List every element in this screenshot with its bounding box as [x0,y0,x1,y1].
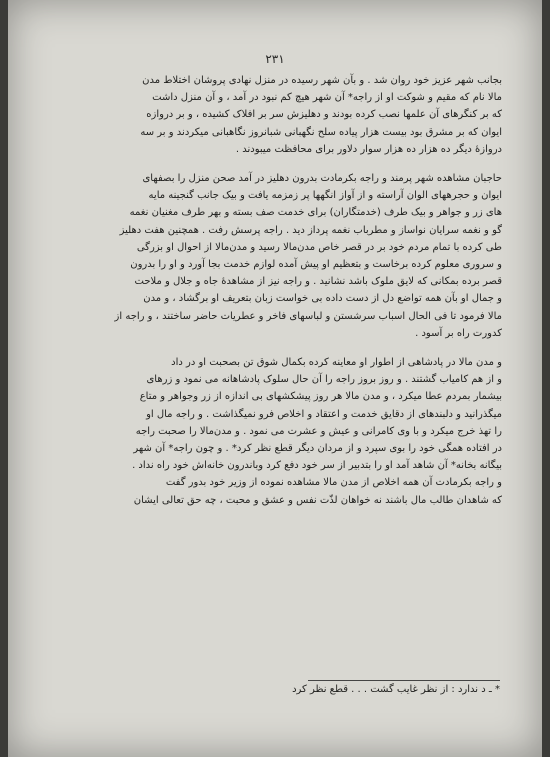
text-line: های زر و جواهر و بیک طرف (خدمتگاران) برای خدمت صف بسته و بهر طرف مغنیان نغمه [129,207,502,219]
text-line: ایوان که بر مشرق بود بیست هزار پیاده سلح نگهبانی شبانروز نگاهبانی میکردند و بر سه [140,126,502,138]
text-line: مالا فرمود تا فی الحال اسباب سرشستن و لباسهای فاخر و عطریات حاضر ساختند ، و راجه از [114,310,502,322]
text-line: و از هم کامیاب گشتند . و روز بروز راجه را آن حال سلوک پادشاهانه می نمود و زرهای [146,374,502,386]
text-line: و جمال او بآن همه تواضع دل از دست داده بی خواست زبان بتعریف او برگشاد ، و مدن [143,293,502,305]
text-line: کدورت راه بر آسود . [415,327,502,339]
text-line: ایوان و حجرههای الوان آراسته و از آواز انگهها پر زمزمه یافت و بیک جانب گنجینه مایه [148,190,502,202]
text-line: گو و نغمه سرایان نواساز و مطرباب نغمه پرداز دید . راجه پرسش رفت . همچنین هفت دهلیز [119,224,502,236]
text-line: حاجبان مشاهده شهر پرمند و راجه بکرمادت بدرون دهلیز در آمد صحن منزل را بصفهای [142,173,502,185]
text-line: که بر کنگرهای آن علمها نصب کرده بودند و دهلیزش سر بر افلاک کشیده ، و بر دروازه [146,109,502,121]
paragraph-1 [70,72,502,158]
body-text [70,72,502,521]
page-number: ۲۳۱ [265,52,285,66]
text-line: و سروری معلوم کرده برخاست و بتعظیم او پیش آمده لوازم خدمت بجا آورد و او را بدرون [130,259,502,271]
text-line: را تهذ خرج میکرد و با وی کامرانی و عیش و عشرت می نمود . و مدن‌مالا را صحبت راجه [135,425,502,437]
text-line: قصر برده بمکانی که لایق ملوک باشد نشانید . و راجه نیز از مشاهدهٔ جاه و جلال و ملاحت [134,276,502,288]
footnote-divider [308,680,500,681]
paragraph-3 [70,354,502,509]
book-page [8,0,542,757]
text-line: و مدن مالا در پادشاهی از اطوار او معاینه کرده بکمال شوق تن بصحبت او در داد [171,357,502,369]
text-line: طی کرده با تمام مردم خود بر در قصر خاص مدن‌مالا رسید و مدن‌مالا از احوال او بزرگی [136,241,502,253]
text-line: در افتاده همگی خود را بوی سپرد و از مردان دیگر قطع نظر کرد* . و چون راجه* آن شهر [133,443,502,455]
text-line: مالا نام که مقیم و شوکت او از راجه* آن شهر هیچ کم نبود در آمد ، و آن منزل داشت [152,92,502,104]
text-line: دروازهٔ دیگر ده هزار ده هزار سوار دلاور برای محافظت میبودند . [235,143,502,155]
text-line: و راجه بکرمادت آن همه اخلاص از مدن مالا مشاهده نموده از وزیر خود بدور گفت [165,477,502,489]
paragraph-2 [70,170,502,342]
footnote: * ـ د ندارد : از نظر غایب گشت . . . قطع نظر کرد [292,684,500,695]
text-line: بیشمار بمردم عطا میکرد ، و مدن مالا هر روز پیشکشهای بی اندازه از زر وجواهر و متاع [139,391,502,403]
text-line: میگذرانید و دلبندهای از دقایق خدمت و اعتقاد و اخلاص فرو نمیگذاشت . و راجه مال او [146,408,502,420]
text-line: بجانب شهر عزیز خود روان شد . و بآن شهر رسیده در منزل نهادی پروشان اختلاط مدن [142,75,502,86]
text-line: که شاهدان طالب مال باشند نه خواهان لذّت نفس و عشق و محبت ، چه حق تعالی ایشان [133,494,502,506]
text-line: بیگانه بخانه* آن شاهد آمد او را بتدبیر از سر خود دفع کرد وباندرون خانه‌اش خود راه نداد . [132,460,502,472]
